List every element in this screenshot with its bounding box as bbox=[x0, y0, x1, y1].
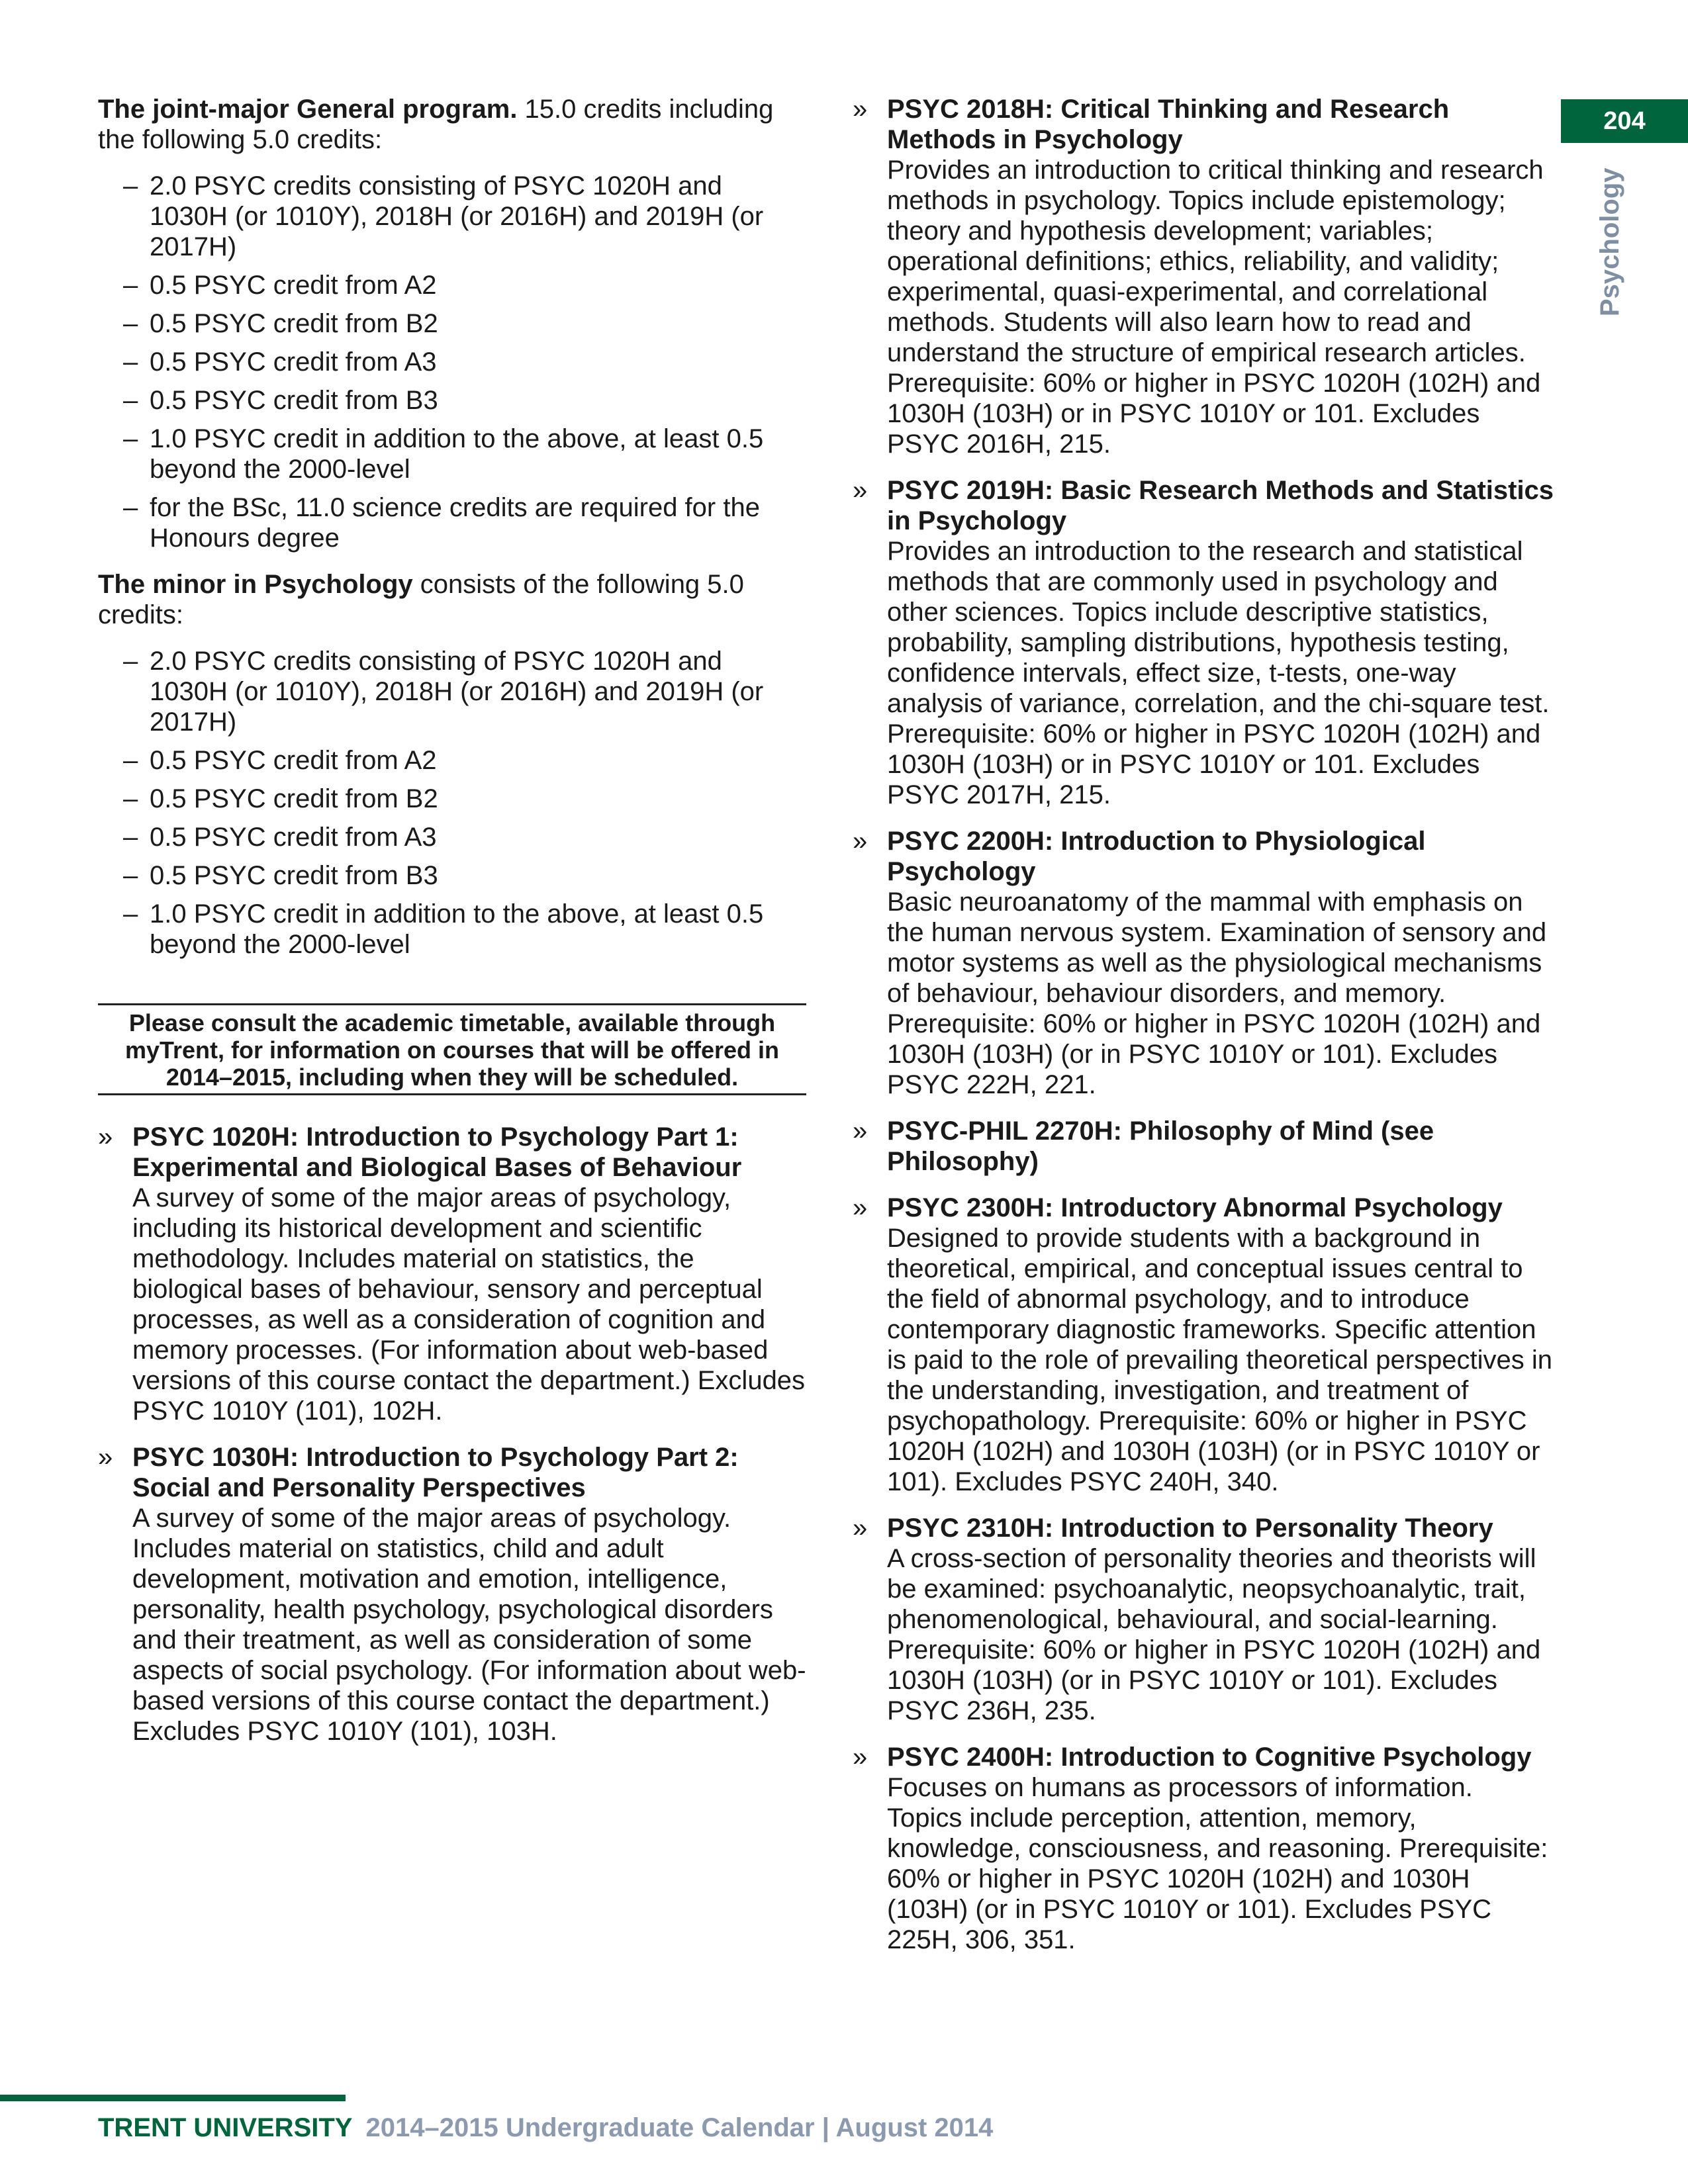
course-entry bbox=[853, 475, 1554, 810]
footer-university: TRENT UNIVERSITY bbox=[98, 2113, 353, 2142]
course-entry bbox=[98, 1122, 806, 1426]
course-list-left bbox=[98, 1122, 806, 1747]
bullet-icon: » bbox=[853, 1193, 868, 1222]
course-entry bbox=[853, 1193, 1554, 1497]
joint-major-intro bbox=[98, 94, 806, 155]
requirement-item: – 2.0 PSYC credits consisting of PSYC 1020H and 1030H (or 1010Y), 2018H (or 2016H) and 2019H (or 2017H) bbox=[98, 171, 806, 262]
course-entry bbox=[98, 1442, 806, 1747]
requirement-item: – 0.5 PSYC credit from A3 bbox=[98, 822, 806, 852]
joint-major-requirements bbox=[98, 171, 806, 553]
course-description: A cross-section of personality theories and theorists will be examined: psychoanalytic, neopsychoanalytic, trait, phenomenological, behavioural, and social-learning. Prerequisite: 60% or higher in PSYC 1020H (102H) and 1030H (103H) (or in PSYC 1010Y or 101). Excludes PSYC 236H, 235. bbox=[887, 1544, 1541, 1725]
requirement-item: – 1.0 PSYC credit in addition to the above, at least 0.5 beyond the 2000-level bbox=[98, 899, 806, 960]
course-title: PSYC 2018H: Critical Thinking and Research Methods in Psychology bbox=[887, 95, 1450, 154]
minor-requirements bbox=[98, 646, 806, 960]
course-description: Designed to provide students with a background in theoretical, empirical, and conceptual issues central to the field of abnormal psychology, and to introduce contemporary diagnostic frameworks. Specific attention is paid to the role of prevailing theoretical perspectives in the understanding, investigation, and treatment of psychopathology. Prerequisite: 60% or higher in PSYC 1020H (102H) and 1030H (103H) (or in PSYC 1010Y or 101). Excludes PSYC 240H, 340. bbox=[887, 1224, 1552, 1496]
requirement-item: – for the BSc, 11.0 science credits are required for the Honours degree bbox=[98, 492, 806, 553]
course-entry bbox=[853, 1513, 1554, 1726]
requirement-item: – 0.5 PSYC credit from B3 bbox=[98, 385, 806, 416]
page-number: 204 bbox=[1561, 99, 1688, 143]
joint-major-text: 15.0 credits including the following 5.0 credits: bbox=[98, 95, 774, 154]
bullet-icon: » bbox=[98, 1122, 113, 1152]
minor-intro bbox=[98, 569, 806, 630]
left-column bbox=[98, 94, 806, 1762]
minor-text: consists of the following 5.0 credits: bbox=[98, 570, 744, 629]
bullet-icon: » bbox=[853, 1514, 868, 1543]
requirement-item: – 0.5 PSYC credit from B3 bbox=[98, 860, 806, 891]
course-description: Basic neuroanatomy of the mammal with emphasis on the human nervous system. Examination of sensory and motor systems as well as the physiological mechanisms of behaviour, behaviour disorders, and memory. Prerequisite: 60% or higher in PSYC 1020H (102H) and 1030H (103H) (or in PSYC 1010Y or 101). Excludes PSYC 222H, 221. bbox=[887, 887, 1547, 1099]
course-description: Focuses on humans as processors of information. Topics include perception, attention, memory, knowledge, consciousness, and reasoning. Prerequisite: 60% or higher in PSYC 1020H (102H) and 1030H (103H) (or in PSYC 1010Y or 101). Excludes PSYC 225H, 306, 351. bbox=[887, 1773, 1548, 1954]
requirement-item: – 1.0 PSYC credit in addition to the above, at least 0.5 beyond the 2000-level bbox=[98, 424, 806, 484]
bullet-icon: » bbox=[853, 1116, 868, 1146]
minor-title: The minor in Psychology bbox=[98, 570, 413, 599]
course-title: PSYC 2019H: Basic Research Methods and Statistics in Psychology bbox=[887, 476, 1554, 535]
bullet-icon: » bbox=[853, 827, 868, 856]
course-title: PSYC-PHIL 2270H: Philosophy of Mind (see Philosophy) bbox=[887, 1116, 1434, 1176]
course-description: Provides an introduction to the research and statistical methods that are commonly used in psychology and other sciences. Topics include descriptive statistics, probability, sampling distributions, hypothesis testing, confidence intervals, effect size, t-tests, one-way analysis of variance, correlation, and the chi-square test. Prerequisite: 60% or higher in PSYC 1020H (102H) and 1030H (103H) or in PSYC 1010Y or 101. Excludes PSYC 2017H, 215. bbox=[887, 537, 1550, 809]
course-description: A survey of some of the major areas of psychology. Includes material on statistics, child and adult development, motivation and emotion, intelligence, personality, health psychology, psychological disorders and their treatment, as well as consideration of some aspects of social psychology. (For information about web-based versions of this course contact the department.) Excludes PSYC 1010Y (101), 103H. bbox=[132, 1504, 806, 1746]
requirement-item: – 0.5 PSYC credit from A3 bbox=[98, 347, 806, 377]
course-entry bbox=[853, 94, 1554, 459]
course-title: PSYC 1020H: Introduction to Psychology Part 1: Experimental and Biological Bases of Behaviour bbox=[132, 1122, 742, 1182]
course-entry bbox=[853, 1116, 1554, 1177]
requirement-item: – 0.5 PSYC credit from A2 bbox=[98, 270, 806, 300]
right-column bbox=[853, 94, 1554, 1971]
requirement-item: – 2.0 PSYC credits consisting of PSYC 1020H and 1030H (or 1010Y), 2018H (or 2016H) and 2019H (or 2017H) bbox=[98, 646, 806, 737]
timetable-notice: Please consult the academic timetable, available through myTrent, for information on courses that will be offered in 2014–2015, including when they will be scheduled. bbox=[98, 1003, 806, 1095]
requirement-item: – 0.5 PSYC credit from B2 bbox=[98, 308, 806, 339]
course-description: A survey of some of the major areas of psychology, including its historical development and scientific methodology. Includes material on statistics, the biological bases of behaviour, sensory and perceptual processes, as well as a consideration of cognition and memory processes. (For information about web-based versions of this course contact the department.) Excludes PSYC 1010Y (101), 102H. bbox=[132, 1183, 806, 1426]
section-side-label: Psychology bbox=[1595, 167, 1624, 316]
course-entry bbox=[853, 1742, 1554, 1955]
course-entry bbox=[853, 826, 1554, 1100]
course-title: PSYC 2300H: Introductory Abnormal Psychology bbox=[887, 1193, 1503, 1222]
course-title: PSYC 2310H: Introduction to Personality Theory bbox=[887, 1514, 1493, 1543]
bullet-icon: » bbox=[853, 1743, 868, 1772]
footer-calendar: 2014–2015 Undergraduate Calendar | August 2014 bbox=[365, 2113, 994, 2142]
course-title: PSYC 2400H: Introduction to Cognitive Psychology bbox=[887, 1743, 1532, 1772]
footer-rule bbox=[0, 2095, 346, 2101]
joint-major-title: The joint-major General program. bbox=[98, 95, 518, 124]
bullet-icon: » bbox=[853, 95, 868, 124]
course-title: PSYC 2200H: Introduction to Physiological Psychology bbox=[887, 827, 1426, 886]
footer bbox=[98, 2111, 993, 2144]
requirement-item: – 0.5 PSYC credit from B2 bbox=[98, 784, 806, 814]
bullet-icon: » bbox=[853, 476, 868, 505]
requirement-item: – 0.5 PSYC credit from A2 bbox=[98, 745, 806, 776]
course-description: Provides an introduction to critical thinking and research methods in psychology. Topics include epistemology; theory and hypothesis development; variables; operational definitions; ethics, reliability, and validity; experimental, quasi-experimental, and correlational methods. Students will also learn how to read and understand the structure of empirical research articles. Prerequisite: 60% or higher in PSYC 1020H (102H) and 1030H (103H) or in PSYC 1010Y or 101. Excludes PSYC 2016H, 215. bbox=[887, 156, 1544, 459]
course-title: PSYC 1030H: Introduction to Psychology Part 2: Social and Personality Perspectives bbox=[132, 1443, 739, 1502]
bullet-icon: » bbox=[98, 1443, 113, 1472]
course-list-right bbox=[853, 94, 1554, 1955]
